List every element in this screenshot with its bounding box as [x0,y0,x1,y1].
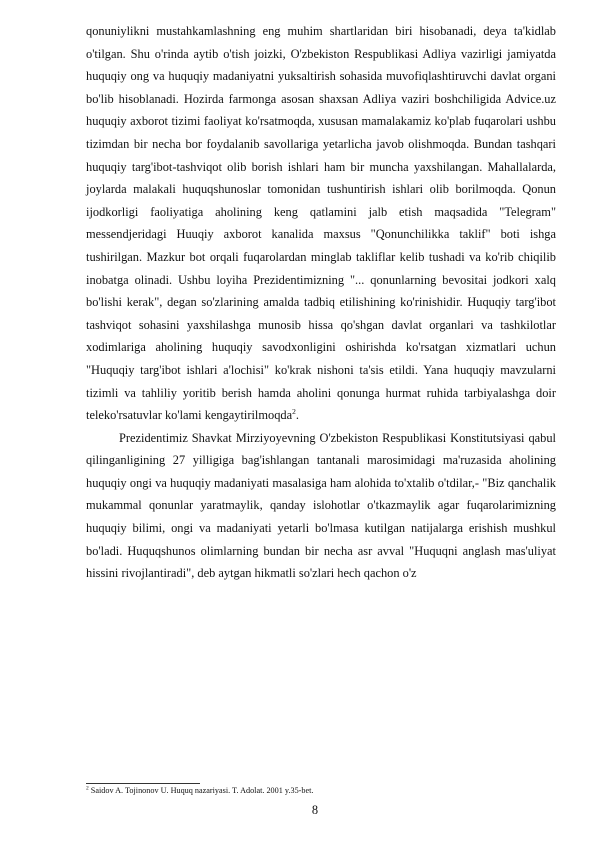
body-paragraph-2: Prezidentimiz Shavkat Mirziyoyevning O'zbekiston Respublikasi Konstitutsiyasi qabul qilinganligining 27 yilligiga bag'ishlangan tantanali marosimidagi ma'ruzasida aholining huquqiy ongi va huquqiy madaniyati masalasiga ham alohida to'xtalib o'tdilar,- "Biz qanchalik mukammal qonunlar yaratmaylik, qanday islohotlar o'tkazmaylik agar fuqarolarimizning huquqiy bilimi, ongi va madaniyati yetarli bo'lmasa kutilgan natijalarga erishish mushkul bo'ladi. Huquqshunos olimlarning bundan bir necha asr avval "Huquqni anglash mas'uliyat hissini rivojlantiradi", deb aytgan hikmatli so'zlari hech qachon o'z [86,430,556,581]
footnote-text: Saidov A. Tojinonov U. Huquq nazariyasi. T. Adolat. 2001 y.35-bet. [88,786,314,795]
footnote-number: 2 [86,785,89,792]
page-number: 8 [311,803,319,817]
paragraph-1-tail: . [295,408,299,423]
page-body [86,20,556,585]
footnote-divider [86,783,200,784]
body-paragraph-1 [86,20,556,427]
footnote-reference[interactable]: 2 [292,406,296,416]
paragraph-1-text: qonuniylikni mustahkamlashning eng muhim shartlaridan biri hisobanadi, deya ta'kidlab o'tilgan. Shu o'rinda aytib o'tish joizki, O'zbekiston Respublikasi Adliya vazirligi jamiyatda huquqiy ong va huquqiy madaniyatni yuksaltirish sohasida muvofiqlashtiruvchi davlat organi bo'lib hisoblanadi. Hozirda farmonga asosan shaxsan Adliya vaziri boshchiligida Advice.uz huquqiy axborot tizimi faoliyat ko'rsatmoqda, xususan mamalakamiz ko'plab fuqarolari ushbu tizimdan bir necha bor foydalanib savollariga yetarlicha javob olishmoqda. Bundan tashqari huquqiy targ'ibot-tashviqot olib borish ishlari ham bir muncha yaxshilangan. Mahallalarda, joylarda malakali huquqshunoslar tomonidan tushuntirish ishlari olib borilmoqda. Qonun ijodkorligi faoliyatiga aholining keng qatlamini jalb etish maqsadida "Telegram" messendjeridagi Huuqiy axborot kanalida maxsus "Qonunchilikka taklif" boti ishga tushirilgan. Mazkur bot orqali fuqarolardan minglab takliflar kelib tushadi va ko'rib chiqilib inobatga olinadi. Ushbu loyiha Prezidentimizning "... qonunlarning bevositai jodkori xalq bo'lishi kerak", degan so'zlarining amalda tadbiq etilishining ko'rinishidir. Huquqiy targ'ibot tashviqot sohasini yaxshilashga munosib hissa qo'shgan davlat organlari va tashkilotlar xodimlariga aholining huquqiy savodxonligini oshirishda ko'rsatgan xizmatlari uchun "Huquqiy targ'ibot ishlari a'lochisi" ko'krak nishoni ta'sis etildi. Yana huquqiy mavzularni tizimli va tahliliy yoritib berish hamda aholini qonunga hurmat ruhida tarbiyalashga doir teleko'rsatuvlar ko'lami kengaytirilmoqda [86,24,556,423]
footnote [86,785,556,796]
